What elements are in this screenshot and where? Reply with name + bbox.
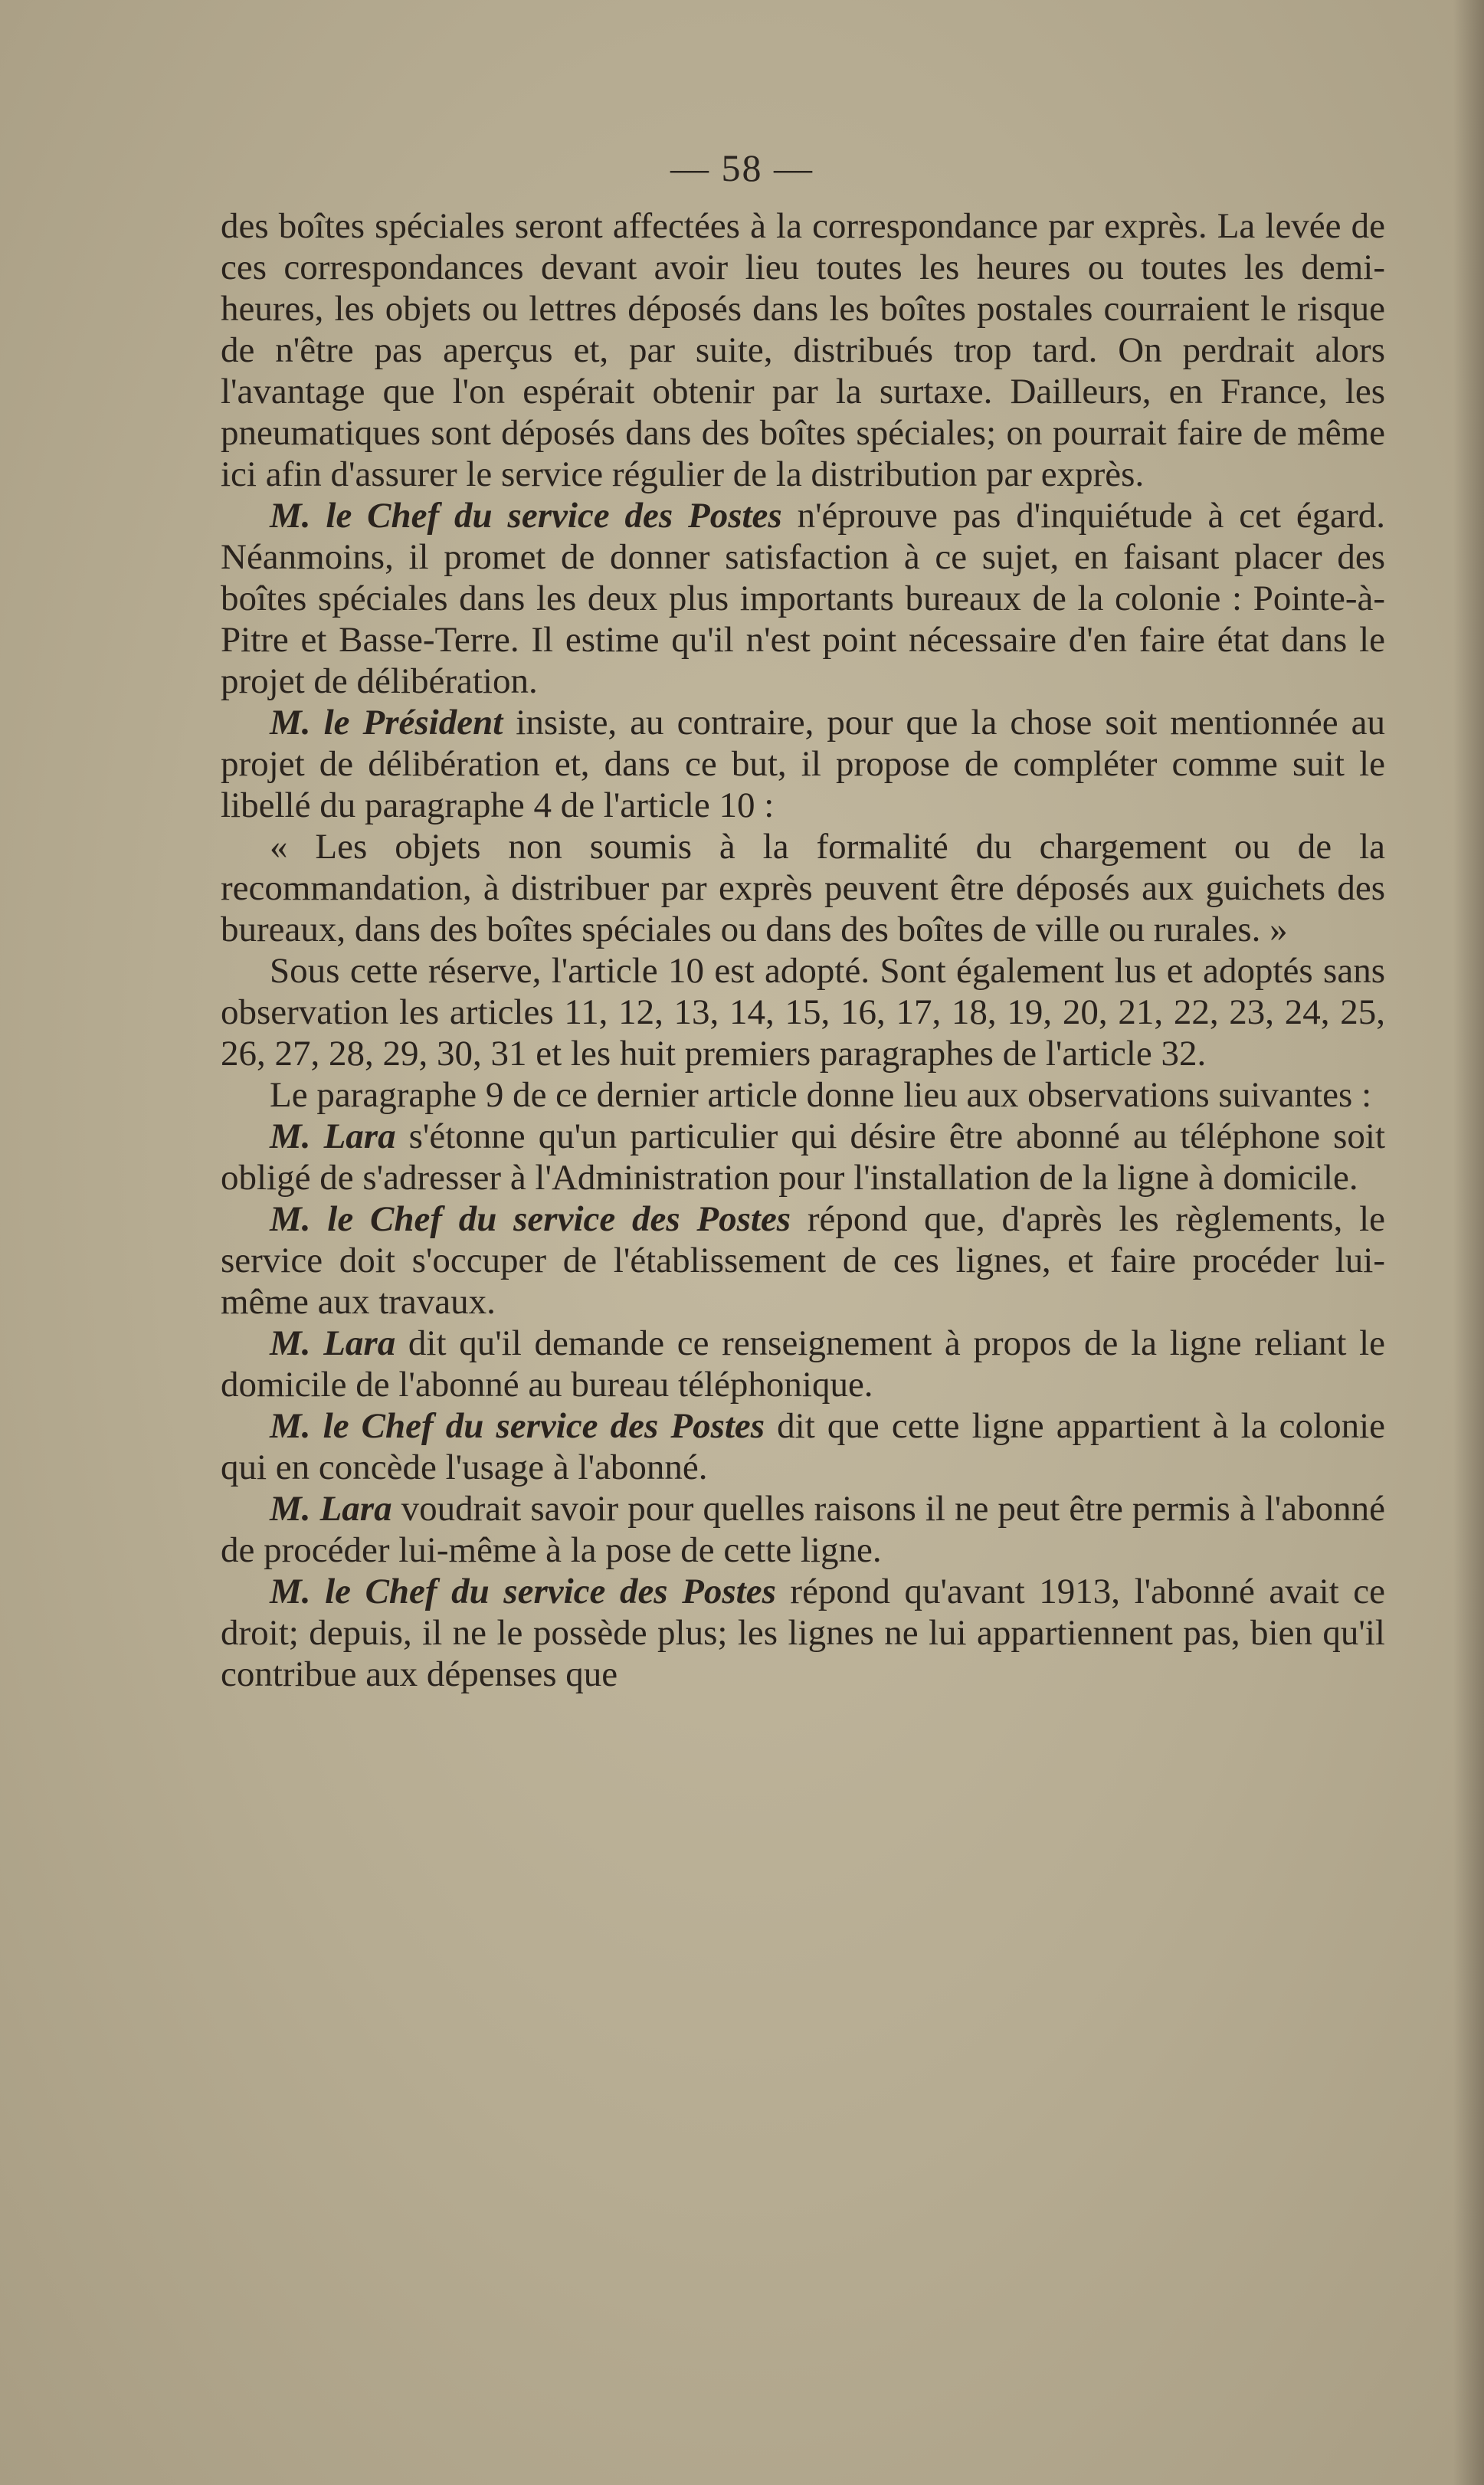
speaker-name: M. le Chef du service des Postes <box>270 1199 791 1239</box>
page-edge-shadow <box>1453 0 1484 2485</box>
paragraph-text: Le paragraphe 9 de ce dernier article donne lieu aux observations suivantes : <box>270 1075 1372 1115</box>
paragraph-text: dit qu'il demande ce renseignement à propos de la ligne reliant le domicile de l'abonné au bureau téléphonique. <box>221 1323 1385 1405</box>
speaker-name: M. Lara <box>270 1323 396 1363</box>
paragraph <box>221 1571 1385 1695</box>
paragraph <box>221 205 1385 495</box>
paragraph <box>221 702 1385 826</box>
speaker-name: M. le Chef du service des Postes <box>270 1406 765 1446</box>
speaker-name: M. le Chef du service des Postes <box>270 1572 776 1611</box>
page-number: — 58 — <box>670 146 814 189</box>
paragraph <box>221 1323 1385 1405</box>
speaker-name: M. Lara <box>270 1116 396 1156</box>
paragraph-text: répond que, d'après les règlements, le service doit s'occuper de l'établissement de ces lignes, et faire procéder lui-même aux travaux. <box>221 1199 1385 1322</box>
paragraph-text: des boîtes spéciales seront affectées à la correspondance par exprès. La levée de ces correspondances devant avoir lieu toutes les heures ou toutes les demi-heures, les objets ou lettres déposés dans les boîtes postales courraient le risque de n'être pas aperçus et, par suite, distribués trop tard. On perdrait alors l'avantage que l'on espérait obtenir par la surtaxe. Dailleurs, en France, les pneumatiques sont déposés dans des boîtes spéciales; on pourrait faire de même ici afin d'assurer le service régulier de la distribution par exprès. <box>221 206 1385 494</box>
body-text <box>221 205 1385 1695</box>
paragraph-text: voudrait savoir pour quelles raisons il ne peut être permis à l'abonné de procéder lui-même à la pose de cette ligne. <box>221 1489 1385 1570</box>
paragraph-text: « Les objets non soumis à la formalité du chargement ou de la recommandation, à distribuer par exprès peuvent être déposés aux guichets des bureaux, dans des boîtes spéciales ou dans des boîtes de ville ou rurales. » <box>221 827 1385 949</box>
paragraph-text: répond qu'avant 1913, l'abonné avait ce droit; depuis, il ne le possède plus; les lignes ne lui appartiennent pas, bien qu'il contribue aux dépenses que <box>221 1572 1385 1694</box>
paragraph <box>221 1488 1385 1571</box>
paragraph <box>221 495 1385 702</box>
speaker-name: M. Lara <box>270 1489 392 1529</box>
quoted-paragraph <box>221 826 1385 950</box>
paragraph-text: insiste, au contraire, pour que la chose soit mentionnée au projet de délibération et, dans ce but, il propose de compléter comme suit le libellé du paragraphe 4 de l'article 10 : <box>221 703 1385 825</box>
paragraph <box>221 1116 1385 1198</box>
paragraph-text: Sous cette réserve, l'article 10 est adopté. Sont également lus et adoptés sans observation les articles 11, 12, 13, 14, 15, 16, 17, 18, 19, 20, 21, 22, 23, 24, 25, 26, 27, 28, 29, 30, 31 et les huit premiers paragraphes de l'article 32. <box>221 951 1385 1074</box>
paragraph <box>221 1405 1385 1488</box>
paragraph-text: dit que cette ligne appartient à la colonie qui en concède l'usage à l'abonné. <box>221 1406 1385 1487</box>
speaker-name: M. le Président <box>270 703 503 743</box>
paragraph <box>221 950 1385 1074</box>
paragraph <box>221 1198 1385 1323</box>
paragraph-text: s'étonne qu'un particulier qui désire être abonné au téléphone soit obligé de s'adresser à l'Administration pour l'installation de la ligne à domicile. <box>221 1116 1386 1198</box>
speaker-name: M. le Chef du service des Postes <box>270 496 782 536</box>
paragraph-text: n'éprouve pas d'inquiétude à cet égard. Néanmoins, il promet de donner satisfaction à ce sujet, en faisant placer des boîtes spéciales dans les deux plus importants bureaux de la colonie : Pointe-à-Pitre et Basse-Terre. Il estime qu'il n'est point nécessaire d'en faire état dans le projet de délibération. <box>221 496 1386 701</box>
paragraph <box>221 1074 1385 1116</box>
